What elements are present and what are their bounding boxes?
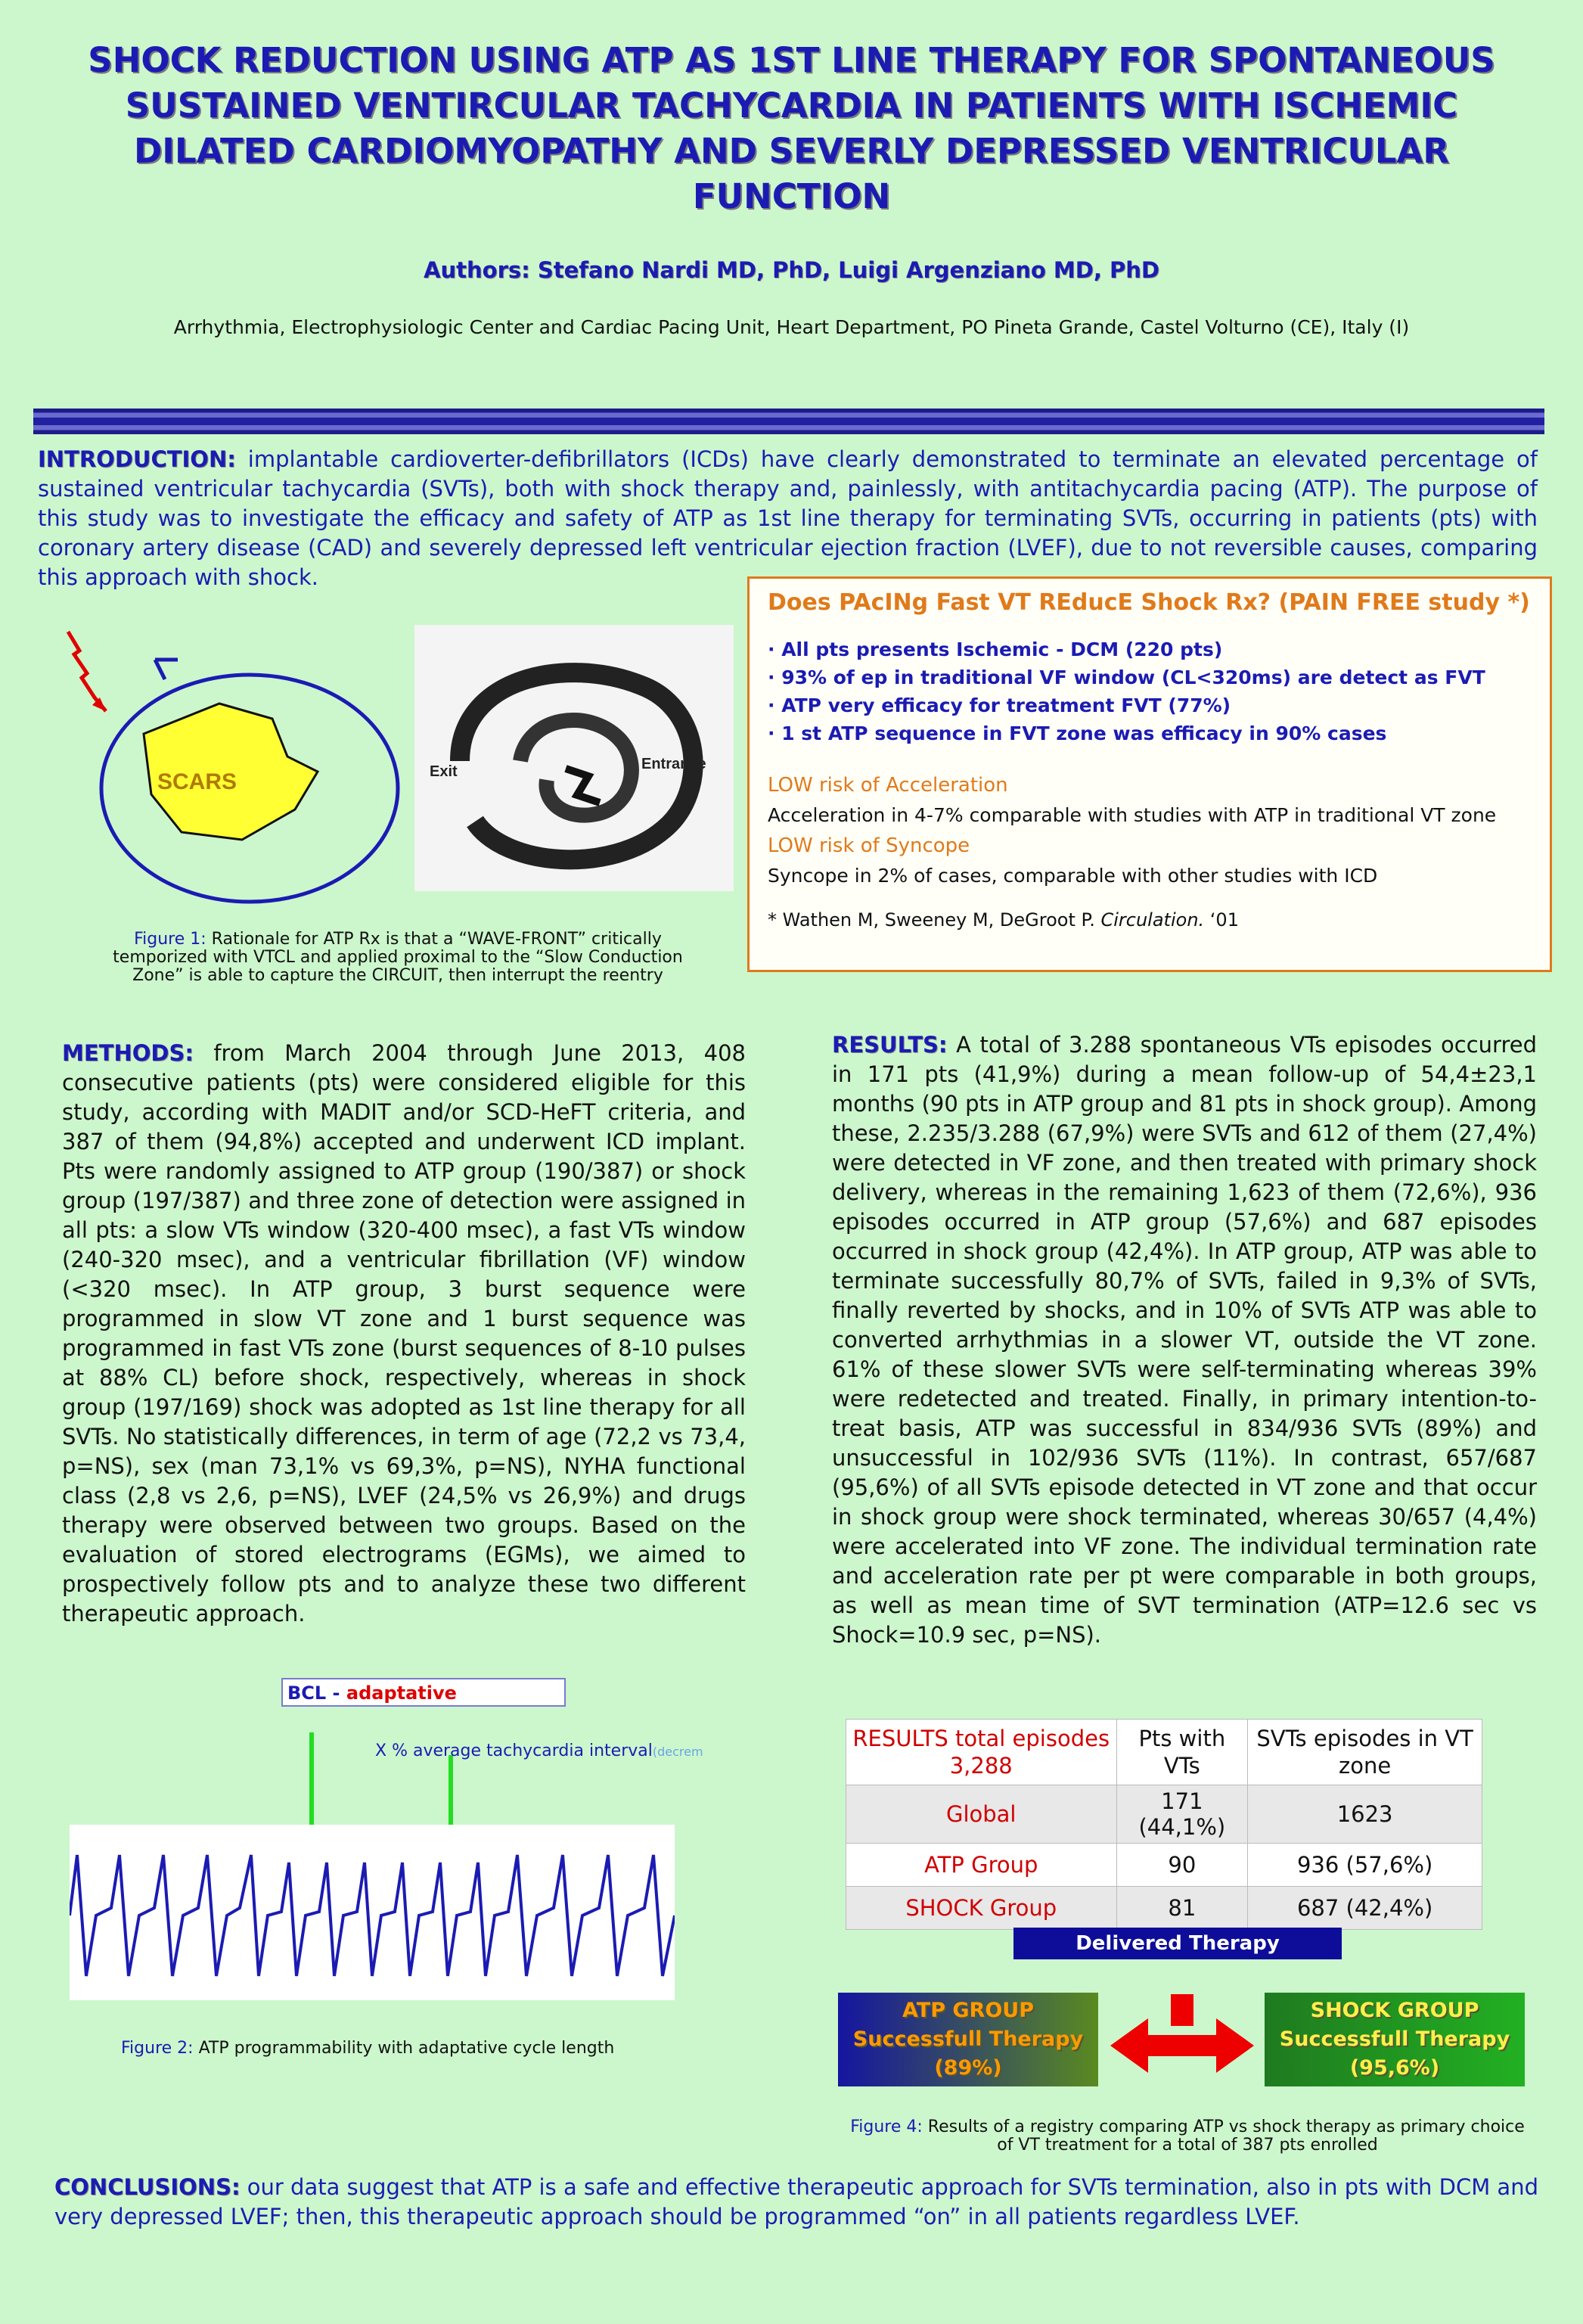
atp-group-box	[838, 1993, 1098, 2086]
table-cell: 687 (42,4%)	[1248, 1887, 1482, 1930]
methods-text: from March 2004 through June 2013, 408 consecutive patients (pts) were considered eligible for this study, according with MADIT and/or SCD-HeFT criteria, and 387 of them (94,8%) accepted and underwent ICD implant. Pts were randomly assigned to ATP group (190/387) or shock group (197/387) and three zone of detection were assigned in all pts: a slow VTs window (320-400 msec), a fast VTs window (240-320 msec), and a ventricular fibrillation (VF) window (<320 msec). In ATP group, 3 burst sequence were programmed in slow VT zone and 1 burst sequence was programmed in fast VTs zone (burst sequences of 8-10 pulses at 88% CL) before shock, respectively, whereas in shock group (197/169) shock was adopted as 1st line therapy for all SVTs. No statistically differences, in term of age (72,2 vs 73,4, p=NS), sex (man 73,1% vs 69,3%, p=NS), NYHA functional class (2,8 vs 2,6, p=NS), LVEF (24,5% vs 26,9%) and drugs therapy were observed between two groups. Based on the evaluation of stored electrograms (EGMs), we aimed to prospectively follow pts and to analyze these two different therapeutic approach.	[62, 1040, 746, 1626]
table-row	[846, 1785, 1482, 1844]
bcl-label-box	[281, 1678, 566, 1707]
list-item: · 93% of ep in traditional VF window (CL<320ms) are detect as FVT	[768, 666, 1485, 688]
atp-group-subtitle: Successfull Therapy	[852, 2027, 1084, 2051]
figure1-caption-label: Figure 1:	[134, 930, 206, 949]
list-item: · ATP very efficacy for treatment FVT (77%)	[768, 694, 1231, 716]
results-heading: RESULTS:	[832, 1032, 948, 1058]
wavefront-arrow-icon	[155, 660, 178, 679]
results-table	[846, 1719, 1482, 1930]
reference	[768, 909, 1532, 931]
table-header: Pts with VTs	[1116, 1720, 1248, 1785]
syncope-text: Syncope in 2% of cases, comparable with other studies with ICD	[768, 865, 1378, 887]
conclusions-heading: CONCLUSIONS:	[54, 2174, 241, 2200]
reference-journal: Circulation.	[1100, 909, 1205, 931]
figure2-caption-text: ATP programmability with adaptative cycle length	[193, 2039, 615, 2058]
table-row	[846, 1844, 1482, 1887]
interval-label	[375, 1741, 703, 1760]
results-text: A total of 3.288 spontaneous VTs episodes occurred in 171 pts (41,9%) during a mean follow-up of 54,4±23,1 months (90 pts in ATP group and 81 pts in shock group). Among these, 2.235/3.288 (67,9%) were SVTs and 612 of them (27,4%) were detected in VF zone, and then treated with primary shock delivery, whereas in the remaining 1,623 of them (72,6%), 936 episodes occurred in ATP group (57,6%) and 687 episodes occurred in shock group (42,4%). In ATP group, ATP was able to terminate successfully 80,7% of SVTs, failed in 9,3% of SVTs, finally reverted by shocks, and in 10% of SVTs ATP was able to converted arrhythmias in a slower VT, outside the VT zone. 61% of these slower SVTs were self-terminating whereas 39% were redetected and treated. Finally, in primary intention-to-treat basis, ATP was successful in 834/936 SVTs (89%) and unsuccessful in 102/936 SVTs (11%). In contrast, 657/687 (95,6%) of all SVTs episode detected in VT zone and that occur in shock group were shock terminated, whereas 30/657 (4,4%) were accelerated into VF zone. The individual termination rate and acceleration rate per pt were comparable in both groups, as well as mean time of SVT termination (ATP=12.6 sec vs Shock=10.9 sec, p=NS).	[832, 1032, 1537, 1648]
list-item: · All pts presents Ischemic - DCM (220 pts)	[768, 638, 1223, 660]
results-section	[832, 1030, 1537, 1650]
table-cell: 90	[1116, 1844, 1248, 1887]
figure4-caption-text: Results of a registry comparing ATP vs shock therapy as primary choice of VT treatment for a total of 387 pts enrolled	[922, 2117, 1525, 2155]
ecg-waveform	[70, 1855, 675, 1976]
table-header: RESULTS total episodes 3,288	[846, 1720, 1117, 1785]
shock-group-subtitle: Successfull Therapy	[1279, 2027, 1510, 2051]
table-cell: ATP Group	[846, 1844, 1117, 1887]
acceleration-text: Acceleration in 4-7% comparable with studies with ATP in traditional VT zone	[768, 804, 1497, 826]
figure2-caption-label: Figure 2:	[121, 2039, 194, 2058]
table-cell: Global	[846, 1785, 1117, 1844]
table-cell: SHOCK Group	[846, 1887, 1117, 1930]
pain-free-title: Does PAcINg Fast VT REducE Shock Rx? (PAIN FREE study *)	[768, 589, 1530, 616]
pain-free-bullets	[768, 635, 1532, 747]
introduction-section	[38, 445, 1538, 592]
introduction-text: implantable cardioverter-defibrillators (ICDs) have clearly demonstrated to terminate an elevated percentage of sustained ventricular tachycardia (SVTs), both with shock therapy and, painlessly, with antitachycardia pacing (ATP). The purpose of this study was to investigate the efficacy and safety of ATP as 1st line therapy for terminating SVTs, occurring in patients (pts) with coronary artery disease (CAD) and severely depressed left ventricular ejection fraction (LVEF), due to not reversible causes, comparing this approach with shock.	[38, 446, 1538, 590]
table-cell: 171 (44,1%)	[1116, 1785, 1248, 1844]
shock-group-title: SHOCK GROUP	[1310, 1999, 1479, 2022]
shock-group-rate: (95,6%)	[1349, 2056, 1440, 2080]
poster-title: SHOCK REDUCTION USING ATP AS 1ST LINE THERAPY FOR SPONTANEOUS SUSTAINED VENTIRCULAR TACHYCARDIA IN PATIENTS WITH ISCHEMIC DILATED CARDIOMYOPATHY AND SEVERLY DEPRESSED VENTRICULAR FUNCTION	[88, 40, 1495, 216]
methods-section	[62, 1039, 746, 1629]
reference-authors: * Wathen M, Sweeney M, DeGroot P.	[768, 909, 1101, 931]
double-arrow-icon	[1103, 1991, 1262, 2074]
table-header: SVTs episodes in VT zone	[1248, 1720, 1482, 1785]
table-cell: 1623	[1248, 1785, 1482, 1844]
atp-group-title: ATP GROUP	[902, 1999, 1035, 2022]
affiliation: Arrhythmia, Electrophysiologic Center and Cardiac Pacing Unit, Heart Department, PO Pineta Grande, Castel Volturno (CE), Italy (I)	[173, 316, 1410, 338]
table-cell: 81	[1116, 1887, 1248, 1930]
atp-group-rate: (89%)	[934, 2056, 1002, 2080]
acceleration-heading: LOW risk of Acceleration	[768, 774, 1008, 797]
figure4-caption	[847, 2118, 1528, 2155]
egm-trace	[70, 1825, 675, 2000]
table-row	[846, 1887, 1482, 1930]
reference-year: ‘01	[1204, 909, 1239, 931]
header-divider	[33, 409, 1544, 434]
delivered-therapy-banner: Delivered Therapy	[1013, 1928, 1342, 1959]
authors: Authors: Stefano Nardi MD, PhD, Luigi Argenziano MD, PhD	[424, 257, 1159, 283]
scar-circuit-diagram	[45, 613, 401, 938]
reentry-circuit-figure	[414, 625, 734, 891]
interval-text: X % average tachycardia interval	[375, 1741, 653, 1760]
scar-label: SCARS	[157, 769, 237, 794]
conclusions-section	[54, 2173, 1544, 2232]
syncope-heading: LOW risk of Syncope	[768, 834, 970, 857]
figure1-caption	[88, 931, 708, 985]
methods-heading: METHODS:	[62, 1040, 194, 1066]
figure4-caption-label: Figure 4:	[850, 2117, 923, 2136]
pain-free-box	[747, 576, 1552, 972]
figure1-caption-text: Rationale for ATP Rx is that a “WAVE-FRONT” critically temporized with VTCL and applied proximal to the “Slow Conduction Zone” is able to capture the CIRCUIT, then interrupt the reentry	[113, 930, 683, 985]
bcl-prefix: BCL -	[287, 1682, 346, 1704]
entrance-label: Entrance	[641, 756, 706, 772]
table-cell: 936 (57,6%)	[1248, 1844, 1482, 1887]
list-item: · 1 st ATP sequence in FVT zone was efficacy in 90% cases	[768, 722, 1387, 744]
figure2-caption	[121, 2040, 666, 2058]
introduction-heading: INTRODUCTION:	[38, 446, 236, 472]
interval-faded-text: (decrem	[652, 1745, 703, 1759]
bcl-value: adaptative	[346, 1682, 457, 1704]
conclusions-text: our data suggest that ATP is a safe and effective therapeutic approach for SVTs termination, also in pts with DCM and very depressed LVEF; then, this therapeutic approach should be programmed “on” in all patients regardless LVEF.	[54, 2174, 1538, 2229]
shock-group-box	[1265, 1993, 1525, 2086]
exit-label: Exit	[430, 763, 458, 780]
